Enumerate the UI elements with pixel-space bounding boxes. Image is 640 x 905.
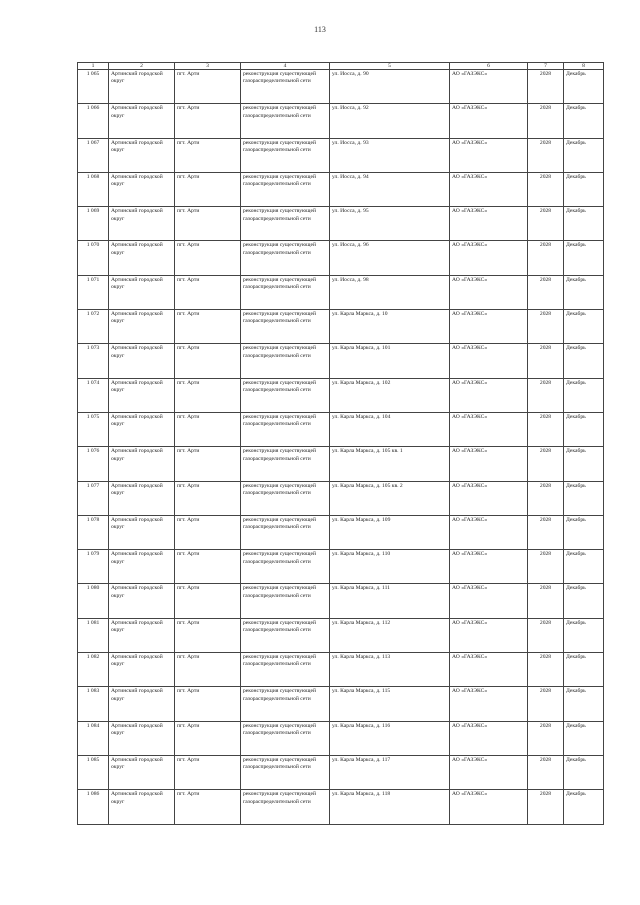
month-cell: Декабрь (564, 310, 604, 344)
work-type-cell: реконструкция существующей газораспределительной сети (241, 447, 330, 481)
settlement-cell: пгт. Арти (175, 275, 241, 309)
district-cell: Артинский городской округ (109, 687, 175, 721)
settlement-cell: пгт. Арти (175, 378, 241, 412)
month-cell: Декабрь (564, 515, 604, 549)
address-cell: ул. Карла Маркса, д. 113 (330, 653, 450, 687)
work-type-cell: реконструкция существующей газораспределительной сети (241, 378, 330, 412)
work-type-cell: реконструкция существующей газораспределительной сети (241, 721, 330, 755)
table-row (78, 618, 604, 652)
month-cell: Декабрь (564, 138, 604, 172)
schedule-table (77, 62, 604, 825)
district-cell: Артинский городской округ (109, 721, 175, 755)
page-number: 113 (314, 25, 326, 34)
row-number: 1 081 (78, 618, 109, 652)
work-type-cell: реконструкция существующей газораспределительной сети (241, 755, 330, 789)
address-cell: ул. Карла Маркса, д. 112 (330, 618, 450, 652)
address-cell: ул. Иосса, д. 94 (330, 172, 450, 206)
table-row (78, 755, 604, 789)
settlement-cell: пгт. Арти (175, 515, 241, 549)
district-cell: Артинский городской округ (109, 447, 175, 481)
year-cell: 2028 (528, 584, 564, 618)
year-cell: 2028 (528, 515, 564, 549)
work-type-cell: реконструкция существующей газораспределительной сети (241, 515, 330, 549)
row-number: 1 079 (78, 550, 109, 584)
address-cell: ул. Иосса, д. 92 (330, 104, 450, 138)
organization-cell: АО «ГАЗЭКС» (450, 207, 528, 241)
work-type-cell: реконструкция существующей газораспределительной сети (241, 138, 330, 172)
work-type-cell: реконструкция существующей газораспределительной сети (241, 70, 330, 104)
row-number: 1 076 (78, 447, 109, 481)
table-row (78, 653, 604, 687)
row-number: 1 082 (78, 653, 109, 687)
year-cell: 2028 (528, 790, 564, 824)
month-cell: Декабрь (564, 378, 604, 412)
year-cell: 2028 (528, 481, 564, 515)
year-cell: 2028 (528, 755, 564, 789)
organization-cell: АО «ГАЗЭКС» (450, 70, 528, 104)
district-cell: Артинский городской округ (109, 790, 175, 824)
work-type-cell: реконструкция существующей газораспределительной сети (241, 412, 330, 446)
district-cell: Артинский городской округ (109, 104, 175, 138)
district-cell: Артинский городской округ (109, 70, 175, 104)
year-cell: 2028 (528, 241, 564, 275)
district-cell: Артинский городской округ (109, 618, 175, 652)
work-type-cell: реконструкция существующей газораспределительной сети (241, 241, 330, 275)
organization-cell: АО «ГАЗЭКС» (450, 790, 528, 824)
organization-cell: АО «ГАЗЭКС» (450, 275, 528, 309)
row-number: 1 068 (78, 172, 109, 206)
year-cell: 2028 (528, 550, 564, 584)
organization-cell: АО «ГАЗЭКС» (450, 344, 528, 378)
work-type-cell: реконструкция существующей газораспределительной сети (241, 653, 330, 687)
table-row (78, 412, 604, 446)
row-number: 1 067 (78, 138, 109, 172)
settlement-cell: пгт. Арти (175, 344, 241, 378)
row-number: 1 073 (78, 344, 109, 378)
district-cell: Артинский городской округ (109, 412, 175, 446)
district-cell: Артинский городской округ (109, 241, 175, 275)
organization-cell: АО «ГАЗЭКС» (450, 104, 528, 138)
settlement-cell: пгт. Арти (175, 481, 241, 515)
header-col-7: 7 (528, 63, 564, 70)
district-cell: Артинский городской округ (109, 275, 175, 309)
table-row (78, 70, 604, 104)
table-row (78, 172, 604, 206)
header-col-8: 8 (564, 63, 604, 70)
settlement-cell: пгт. Арти (175, 241, 241, 275)
table-row (78, 481, 604, 515)
year-cell: 2028 (528, 207, 564, 241)
row-number: 1 075 (78, 412, 109, 446)
header-col-1: 1 (78, 63, 109, 70)
month-cell: Декабрь (564, 412, 604, 446)
month-cell: Декабрь (564, 70, 604, 104)
organization-cell: АО «ГАЗЭКС» (450, 618, 528, 652)
work-type-cell: реконструкция существующей газораспределительной сети (241, 687, 330, 721)
table-header (78, 63, 604, 70)
year-cell: 2028 (528, 104, 564, 138)
settlement-cell: пгт. Арти (175, 550, 241, 584)
table-row (78, 790, 604, 824)
row-number: 1 086 (78, 790, 109, 824)
organization-cell: АО «ГАЗЭКС» (450, 515, 528, 549)
settlement-cell: пгт. Арти (175, 447, 241, 481)
settlement-cell: пгт. Арти (175, 721, 241, 755)
table-row (78, 584, 604, 618)
district-cell: Артинский городской округ (109, 515, 175, 549)
table-row (78, 310, 604, 344)
address-cell: ул. Карла Маркса, д. 116 (330, 721, 450, 755)
address-cell: ул. Иосса, д. 90 (330, 70, 450, 104)
organization-cell: АО «ГАЗЭКС» (450, 687, 528, 721)
year-cell: 2028 (528, 447, 564, 481)
organization-cell: АО «ГАЗЭКС» (450, 241, 528, 275)
year-cell: 2028 (528, 138, 564, 172)
address-cell: ул. Карла Маркса, д. 111 (330, 584, 450, 618)
header-col-6: 6 (450, 63, 528, 70)
table-row (78, 447, 604, 481)
settlement-cell: пгт. Арти (175, 618, 241, 652)
district-cell: Артинский городской округ (109, 481, 175, 515)
district-cell: Артинский городской округ (109, 378, 175, 412)
settlement-cell: пгт. Арти (175, 207, 241, 241)
district-cell: Артинский городской округ (109, 344, 175, 378)
month-cell: Декабрь (564, 104, 604, 138)
table-row (78, 104, 604, 138)
table-row (78, 721, 604, 755)
district-cell: Артинский городской округ (109, 207, 175, 241)
organization-cell: АО «ГАЗЭКС» (450, 172, 528, 206)
work-type-cell: реконструкция существующей газораспределительной сети (241, 550, 330, 584)
header-col-4: 4 (241, 63, 330, 70)
district-cell: Артинский городской округ (109, 172, 175, 206)
month-cell: Декабрь (564, 172, 604, 206)
table-row (78, 138, 604, 172)
row-number: 1 070 (78, 241, 109, 275)
header-col-2: 2 (109, 63, 175, 70)
row-number: 1 080 (78, 584, 109, 618)
table-row (78, 344, 604, 378)
month-cell: Декабрь (564, 721, 604, 755)
address-cell: ул. Карла Маркса, д. 118 (330, 790, 450, 824)
district-cell: Артинский городской округ (109, 550, 175, 584)
settlement-cell: пгт. Арти (175, 172, 241, 206)
table-row (78, 687, 604, 721)
row-number: 1 078 (78, 515, 109, 549)
organization-cell: АО «ГАЗЭКС» (450, 721, 528, 755)
work-type-cell: реконструкция существующей газораспределительной сети (241, 207, 330, 241)
year-cell: 2028 (528, 653, 564, 687)
header-col-3: 3 (175, 63, 241, 70)
year-cell: 2028 (528, 378, 564, 412)
year-cell: 2028 (528, 618, 564, 652)
district-cell: Артинский городской округ (109, 584, 175, 618)
table-row (78, 515, 604, 549)
month-cell: Декабрь (564, 618, 604, 652)
row-number: 1 083 (78, 687, 109, 721)
organization-cell: АО «ГАЗЭКС» (450, 550, 528, 584)
work-type-cell: реконструкция существующей газораспределительной сети (241, 481, 330, 515)
settlement-cell: пгт. Арти (175, 138, 241, 172)
settlement-cell: пгт. Арти (175, 755, 241, 789)
month-cell: Декабрь (564, 275, 604, 309)
work-type-cell: реконструкция существующей газораспределительной сети (241, 310, 330, 344)
month-cell: Декабрь (564, 241, 604, 275)
year-cell: 2028 (528, 70, 564, 104)
work-type-cell: реконструкция существующей газораспределительной сети (241, 790, 330, 824)
row-number: 1 066 (78, 104, 109, 138)
header-col-5: 5 (330, 63, 450, 70)
year-cell: 2028 (528, 310, 564, 344)
organization-cell: АО «ГАЗЭКС» (450, 584, 528, 618)
work-type-cell: реконструкция существующей газораспределительной сети (241, 618, 330, 652)
address-cell: ул. Карла Маркса, д. 10 (330, 310, 450, 344)
organization-cell: АО «ГАЗЭКС» (450, 481, 528, 515)
year-cell: 2028 (528, 721, 564, 755)
row-number: 1 074 (78, 378, 109, 412)
row-number: 1 065 (78, 70, 109, 104)
month-cell: Декабрь (564, 447, 604, 481)
settlement-cell: пгт. Арти (175, 790, 241, 824)
organization-cell: АО «ГАЗЭКС» (450, 653, 528, 687)
month-cell: Декабрь (564, 550, 604, 584)
address-cell: ул. Иосса, д. 96 (330, 241, 450, 275)
district-cell: Артинский городской округ (109, 310, 175, 344)
table-row (78, 550, 604, 584)
month-cell: Декабрь (564, 687, 604, 721)
settlement-cell: пгт. Арти (175, 653, 241, 687)
work-type-cell: реконструкция существующей газораспределительной сети (241, 275, 330, 309)
organization-cell: АО «ГАЗЭКС» (450, 755, 528, 789)
month-cell: Декабрь (564, 207, 604, 241)
year-cell: 2028 (528, 687, 564, 721)
address-cell: ул. Карла Маркса, д. 101 (330, 344, 450, 378)
table-row (78, 241, 604, 275)
address-cell: ул. Иосса, д. 98 (330, 275, 450, 309)
row-number: 1 084 (78, 721, 109, 755)
address-cell: ул. Карла Маркса, д. 109 (330, 515, 450, 549)
address-cell: ул. Иосса, д. 93 (330, 138, 450, 172)
settlement-cell: пгт. Арти (175, 412, 241, 446)
work-type-cell: реконструкция существующей газораспределительной сети (241, 104, 330, 138)
address-cell: ул. Карла Маркса, д. 110 (330, 550, 450, 584)
work-type-cell: реконструкция существующей газораспределительной сети (241, 172, 330, 206)
table-row (78, 378, 604, 412)
address-cell: ул. Карла Маркса, д. 102 (330, 378, 450, 412)
row-number: 1 069 (78, 207, 109, 241)
year-cell: 2028 (528, 344, 564, 378)
row-number: 1 077 (78, 481, 109, 515)
organization-cell: АО «ГАЗЭКС» (450, 378, 528, 412)
month-cell: Декабрь (564, 790, 604, 824)
settlement-cell: пгт. Арти (175, 70, 241, 104)
settlement-cell: пгт. Арти (175, 687, 241, 721)
settlement-cell: пгт. Арти (175, 104, 241, 138)
address-cell: ул. Карла Маркса, д. 104 (330, 412, 450, 446)
row-number: 1 085 (78, 755, 109, 789)
address-cell: ул. Иосса, д. 95 (330, 207, 450, 241)
address-cell: ул. Карла Маркса, д. 117 (330, 755, 450, 789)
district-cell: Артинский городской округ (109, 755, 175, 789)
district-cell: Артинский городской округ (109, 138, 175, 172)
header-row (78, 63, 604, 70)
address-cell: ул. Карла Маркса, д. 105 кв. 2 (330, 481, 450, 515)
table-row (78, 275, 604, 309)
organization-cell: АО «ГАЗЭКС» (450, 412, 528, 446)
work-type-cell: реконструкция существующей газораспределительной сети (241, 584, 330, 618)
month-cell: Декабрь (564, 584, 604, 618)
work-type-cell: реконструкция существующей газораспределительной сети (241, 344, 330, 378)
month-cell: Декабрь (564, 344, 604, 378)
settlement-cell: пгт. Арти (175, 310, 241, 344)
row-number: 1 072 (78, 310, 109, 344)
table-row (78, 207, 604, 241)
address-cell: ул. Карла Маркса, д. 105 кв. 1 (330, 447, 450, 481)
month-cell: Декабрь (564, 755, 604, 789)
table-body (78, 70, 604, 825)
address-cell: ул. Карла Маркса, д. 115 (330, 687, 450, 721)
year-cell: 2028 (528, 412, 564, 446)
month-cell: Декабрь (564, 481, 604, 515)
row-number: 1 071 (78, 275, 109, 309)
organization-cell: АО «ГАЗЭКС» (450, 447, 528, 481)
organization-cell: АО «ГАЗЭКС» (450, 310, 528, 344)
year-cell: 2028 (528, 275, 564, 309)
month-cell: Декабрь (564, 653, 604, 687)
settlement-cell: пгт. Арти (175, 584, 241, 618)
organization-cell: АО «ГАЗЭКС» (450, 138, 528, 172)
year-cell: 2028 (528, 172, 564, 206)
district-cell: Артинский городской округ (109, 653, 175, 687)
